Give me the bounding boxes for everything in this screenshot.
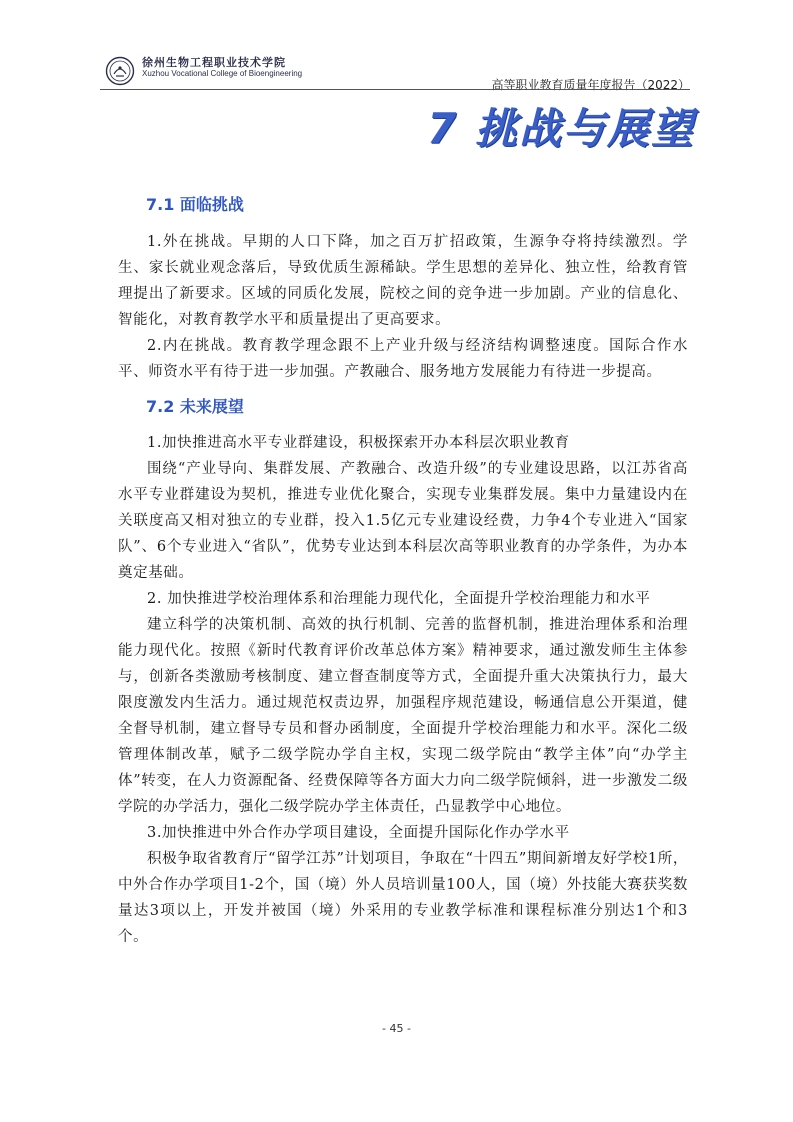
section-body-challenges [118,229,688,385]
page-header [100,50,690,90]
chapter-title: 7 挑战与展望 [427,104,695,153]
section-heading-challenges: 7.1 面临挑战 [146,195,244,214]
paragraph: 建立科学的决策机制、高效的执行机制、完善的监督机制，推进治理体系和治理能力现代化。按照《新时代教育评价改革总体方案》精神要求，通过激发师生主体参与，创新各类激励考核制度、建立督查制度等方式，全面提升重大决策执行力，最大限度激发内生活力。通过规范权责边界，加强程序规范建设，畅通信息公开渠道，健全督导机制，建立督导专员和督办函制度，全面提升学校治理能力和水平。深化二级管理体制改革，赋予二级学院办学自主权，实现二级学院由“教学主体”向“办学主体”转变，在人力资源配备、经费保障等各方面大力向二级学院倾斜，进一步激发二级学院的办学活力，强化二级学院办学主体责任，凸显教学中心地位。 [118,617,688,815]
paragraph: 围绕“产业导向、集群发展、产教融合、改造升级”的专业建设思路，以江苏省高水平专业群建设为契机，推进专业优化聚合，实现专业集群发展。集中力量建设内在关联度高又相对独立的专业群，投入1.5亿元专业建设经费，力争4个专业进入“国家队”、6个专业进入“省队”，优势专业达到本科层次高等职业教育的办学条件，为办本奠定基础。 [118,461,688,581]
report-title: 高等职业教育质量年度报告（2022） [491,78,690,92]
college-name [142,56,302,79]
paragraph: 2. 加快推进学校治理体系和治理能力现代化，全面提升学校治理能力和水平 [147,591,651,607]
paragraph: 1.外在挑战。早期的人口下降，加之百万扩招政策，生源争夺将持续激烈。学生、家长就业观念落后，导致优质生源稀缺。学生思想的差异化、独立性，给教育管理提出了新要求。区域的同质化发展，院校之间的竞争进一步加剧。产业的信息化、智能化，对教育教学水平和质量提出了更高要求。 [118,234,688,328]
page-number: - 45 - [382,1022,411,1035]
college-name-en: Xuzhou Vocational College of Bioengineering [142,69,303,78]
section-body-outlook [118,430,688,950]
paragraph: 3.加快推进中外合作办学项目建设，全面提升国际化作办学水平 [147,825,570,841]
paragraph: 2.内在挑战。教育教学理念跟不上产业升级与经济结构调整速度。国际合作水平、师资水平有待于进一步加强。产教融合、服务地方发展能力有待进一步提高。 [118,338,688,380]
college-name-cn: 徐州生物工程职业技术学院 [142,56,286,69]
paragraph: 积极争取省教育厅“留学江苏”计划项目，争取在“十四五”期间新增友好学校1所，中外合作办学项目1-2个，国（境）外人员培训量100人，国（境）外技能大赛获奖数量达3项以上，开发并被国（境）外采用的专业教学标准和课程标准分别达1个和3个。 [118,851,688,945]
section-heading-outlook: 7.2 未来展望 [146,397,244,416]
college-logo-icon [105,56,135,86]
header-divider [100,89,690,90]
paragraph: 1.加快推进高水平专业群建设，积极探索开办本科层次职业教育 [147,435,570,451]
